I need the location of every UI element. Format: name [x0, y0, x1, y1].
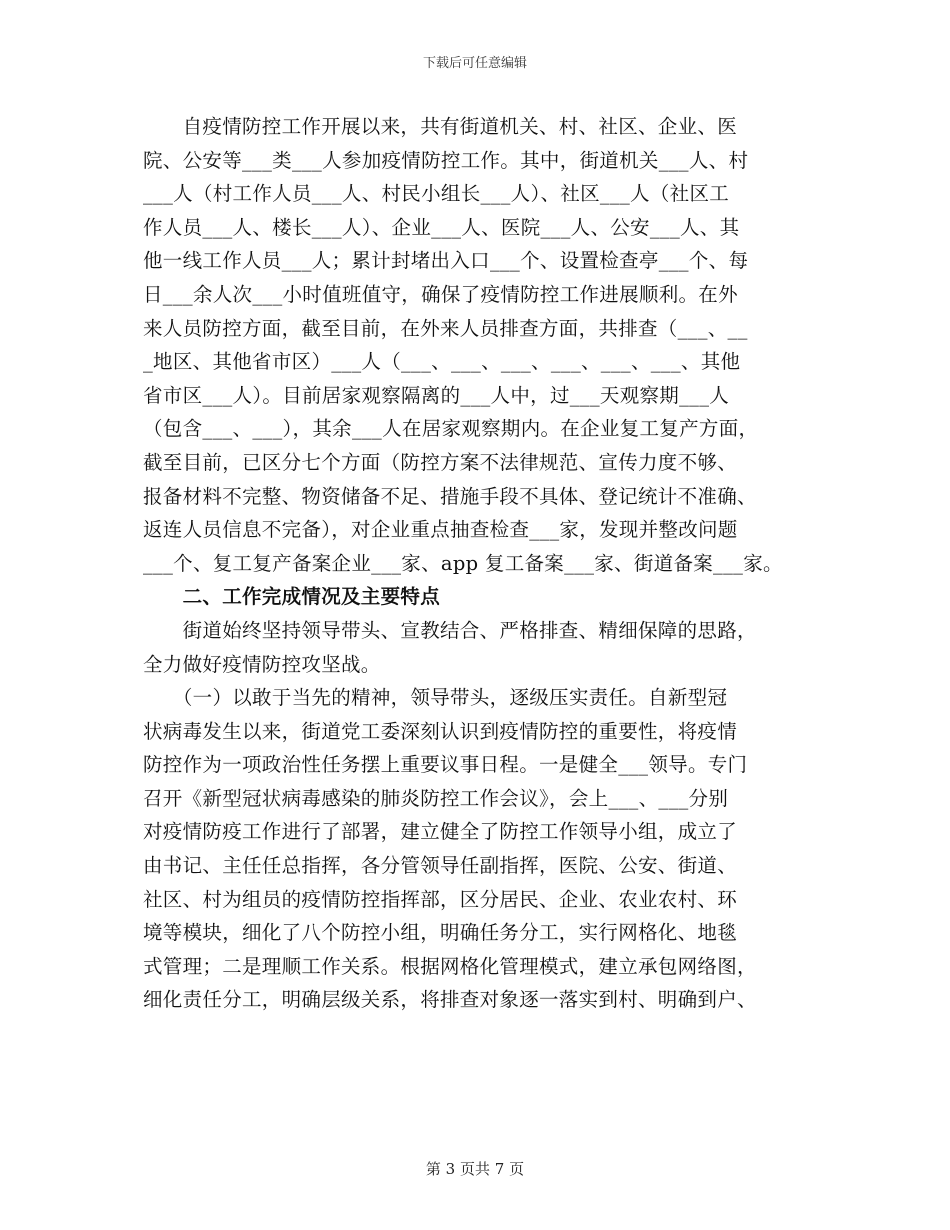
- text-line: 截至目前，已区分七个方面（防控方案不法律规范、宣传力度不够、: [143, 450, 738, 474]
- text-line: 省市区___人）。目前居家观察隔离的___人中，过___天观察期___人: [143, 383, 730, 407]
- text-line: 召开《新型冠状病毒感染的肺炎防控工作会议》，会上___、___分别: [143, 786, 729, 810]
- document-body: [143, 110, 813, 1017]
- text-line: ___个、复工复产备案企业___家、app 复工备案___家、街道备案___家。: [143, 551, 783, 575]
- text-line: （包含___、___），其余___人在居家观察期内。在企业复工复产方面，: [143, 417, 759, 441]
- text-line: 细化责任分工，明确层级关系，将排查对象逐一落实到村、明确到户、: [143, 988, 757, 1012]
- text-line: 作人员___人、楼长___人）、企业___人、医院___人、公安___人、其: [143, 215, 740, 239]
- text-line: 来人员防控方面，截至目前，在外来人员排查方面，共排查（___、__: [143, 316, 748, 340]
- text-line: 防控作为一项政治性任务摆上重要议事日程。一是健全___领导。专门: [143, 753, 748, 777]
- text-line: 他一线工作人员___人；累计封堵出入口___个、设置检查亭___个、每: [143, 249, 749, 273]
- text-line: 境等模块，细化了八个防控小组，明确任务分工，实行网格化、地毯: [143, 921, 738, 945]
- text-line: 由书记、主任任总指挥，各分管领导任副指挥，医院、公安、街道、: [143, 854, 738, 878]
- text-line: 社区、村为组员的疫情防控指挥部，区分居民、企业、农业农村、环: [143, 887, 738, 911]
- text-line: ___人（村工作人员___人、村民小组长___人）、社区___人（社区工: [143, 182, 730, 206]
- text-line: 日___余人次___小时值班值守，确保了疫情防控工作进展顺利。在外: [143, 282, 738, 306]
- text-line: 报备材料不完整、物资储备不足、措施手段不具体、登记统计不准确、: [143, 484, 757, 508]
- page-header: 下载后可任意编辑: [422, 56, 527, 71]
- text-line: 对疫情防疫工作进行了部署，建立健全了防控工作领导小组，成立了: [143, 820, 738, 844]
- text-line: 状病毒发生以来，街道党工委深刻认识到疫情防控的重要性，将疫情: [143, 719, 738, 743]
- text-line: 返连人员信息不完备），对企业重点抽查检查___家，发现并整改问题: [143, 518, 738, 542]
- text-line: 自疫情防控工作开展以来，共有街道机关、村、社区、企业、医: [143, 115, 738, 138]
- text-line: _地区、其他省市区）___人（___、___、___、___、___、___、其他: [143, 350, 741, 374]
- text-line: 街道始终坚持领导带头、宣教结合、严格排查、精细保障的思路，: [143, 618, 757, 642]
- page-footer: 第 3 页共 7 页: [425, 1160, 525, 1178]
- text-line: （一）以敢于当先的精神，领导带头，逐级压实责任。自新型冠: [143, 686, 728, 710]
- text-line: 式管理；二是理顺工作关系。根据网格化管理模式，建立承包网络图，: [143, 954, 757, 978]
- text-line: 院、公安等___类___人参加疫情防控工作。其中，街道机关___人、村: [143, 148, 749, 172]
- section-heading: 二、工作完成情况及主要特点: [143, 585, 441, 609]
- text-line: 全力做好疫情防控攻坚战。: [143, 652, 381, 676]
